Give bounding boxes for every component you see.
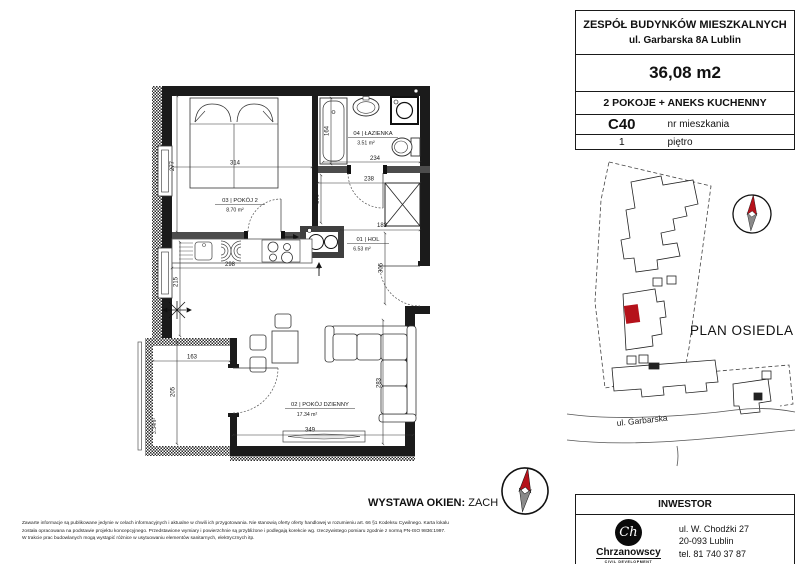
- disclaimer: [22, 520, 562, 543]
- dim-kitchen-width: 298: [224, 262, 236, 268]
- dim-bathroom-width: 234: [369, 156, 381, 162]
- unit-info-table: [575, 10, 795, 150]
- dim-bedroom-height: 277: [170, 160, 176, 172]
- investor-brand: Chrzanowscy: [596, 547, 661, 558]
- exposure-value: ZACH: [468, 497, 499, 509]
- bathroom-sink: [353, 97, 379, 117]
- disclaimer-line-2: została opracowana na podstawie projektu koncepcyjnego. Przedstawione wymiary i powierzchnie są przybliżone i podlegają korekcie wg. rzeczywistego pomiaru zgodnie z normą PN-ISO 9836:1997.: [22, 528, 446, 534]
- dim-balcony-height: 205: [170, 386, 177, 398]
- disclaimer-line-3: W trakcie prac budowlanych mogą wystąpić różnice w usytuowaniu elementów sanitarnych, elektrycznych itp.: [22, 536, 255, 542]
- floor-label: piętro: [667, 136, 693, 148]
- compass-icon: [496, 462, 554, 520]
- room-label-bathroom: [348, 131, 398, 147]
- dim-hall-wall: 105: [314, 193, 321, 205]
- svg-text:8.70 m²: 8.70 m²: [226, 207, 244, 214]
- unit-number: C40: [608, 116, 636, 133]
- project-address: ul. Garbarska 8A Lublin: [629, 35, 741, 46]
- investor-phone: tel. 81 740 37 87: [678, 548, 746, 559]
- dining-table: [250, 314, 298, 372]
- svg-text:02 | POKÓJ DZIENNY: 02 | POKÓJ DZIENNY: [291, 402, 349, 408]
- unit-number-label: nr mieszkania: [667, 119, 730, 130]
- site-plan: [565, 152, 797, 467]
- dim-hall-top-width: 238: [363, 176, 375, 183]
- exposure-label: WYSTAWA OKIEN:: [368, 497, 466, 509]
- investor-title: INWESTOR: [576, 495, 794, 515]
- investor-logo: [582, 519, 675, 564]
- kitchen-counter: [172, 239, 312, 263]
- dim-kitchen-height: 215: [173, 276, 180, 288]
- window-exposure: [368, 497, 498, 509]
- unit-area: 36,08 m2: [576, 55, 794, 92]
- toilet: [392, 138, 420, 156]
- dim-hall-height: 305: [378, 262, 385, 274]
- building-south: [612, 360, 718, 397]
- radiator: [283, 431, 365, 442]
- investor-tagline: CIVIL DEVELOPMENT: [604, 560, 653, 564]
- room-label-hall: [347, 237, 389, 253]
- room-label-bedroom: [215, 197, 265, 214]
- bed: [190, 98, 278, 188]
- floor-row: [576, 135, 794, 149]
- investor-body: [576, 515, 794, 564]
- svg-text:3.51 m²: 3.51 m²: [357, 140, 375, 147]
- investor-address-line1: ul. W. Chodźki 27: [678, 523, 749, 534]
- building-north: [621, 176, 698, 272]
- svg-text:03 | POKÓJ 2: 03 | POKÓJ 2: [222, 198, 258, 204]
- site-compass-icon: [732, 194, 773, 235]
- svg-text:04 | ŁAZIENKA: 04 | ŁAZIENKA: [353, 131, 393, 137]
- dim-hall-width: 183: [376, 223, 388, 229]
- dim-living-width: 349: [304, 427, 316, 434]
- hob: [262, 240, 300, 263]
- svg-text:6.53 m²: 6.53 m²: [353, 246, 371, 253]
- dim-tub-length: 164: [324, 125, 331, 137]
- disclaimer-line-1: Zawarte informacje są publikowane jedynie w celach informacyjnych i aktualne w chwili ich przygotowania. Nie stanowią oferty oferty handlowej w rozumieniu art. 66 §1 Kodeksu Cywilnego. Karta lokalu: [22, 521, 449, 526]
- balcony-area-label: 3.34m²: [152, 417, 158, 435]
- room-label-living: [285, 401, 355, 418]
- investor-address: [675, 523, 788, 561]
- svg-text:01 | HOL: 01 | HOL: [356, 237, 380, 243]
- investor-box: [575, 494, 795, 564]
- svg-text:17.34 m²: 17.34 m²: [296, 412, 318, 418]
- dim-bedroom-width: 314: [229, 160, 241, 167]
- street-lines: [567, 409, 795, 466]
- highlighted-unit: [624, 304, 640, 324]
- shaft: [385, 183, 420, 226]
- balcony-railing: [138, 342, 142, 450]
- project-title-row: [576, 11, 794, 55]
- investor-address-line2: 20-093 Lublin: [678, 536, 734, 547]
- window-kitchen: [158, 248, 172, 298]
- street-label: ul. Garbarska: [616, 412, 668, 428]
- dim-living-height: 283: [376, 377, 383, 389]
- site-plan-title: PLAN OSIEDLA: [690, 323, 794, 338]
- floor-number: 1: [618, 136, 625, 148]
- investor-logo-icon: Ch: [615, 519, 642, 546]
- unit-number-row: [576, 115, 794, 135]
- unit-layout: 2 POKOJE + ANEKS KUCHENNY: [576, 92, 794, 115]
- project-name: ZESPÓŁ BUDYNKÓW MIESZKALNYCH: [583, 19, 787, 31]
- floor-plan-drawing: [135, 80, 435, 470]
- dim-balcony-width: 163: [186, 354, 198, 361]
